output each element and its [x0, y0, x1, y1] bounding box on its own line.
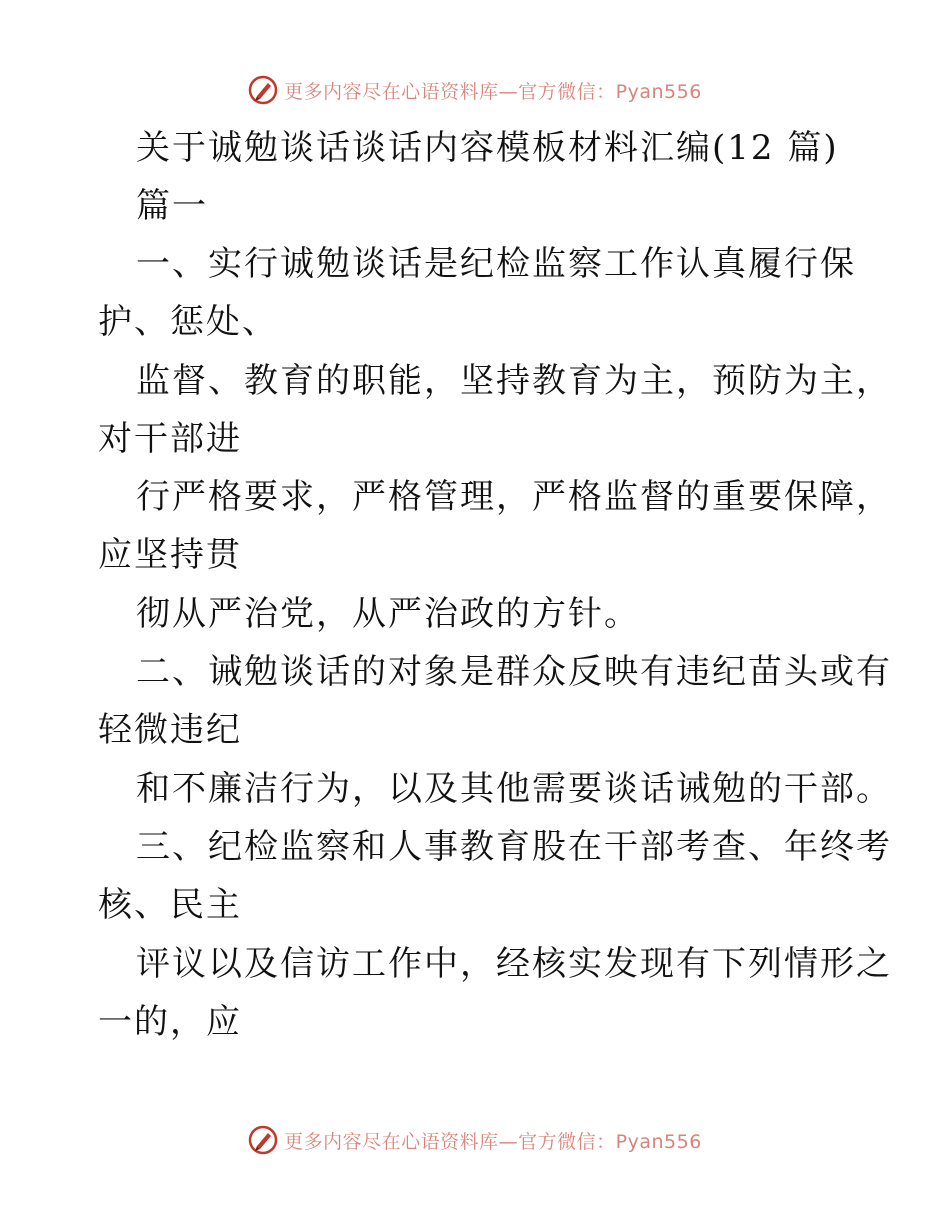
paragraph-line: 一、实行诚勉谈话是纪检监察工作认真履行保	[136, 244, 856, 284]
paragraph-line: 监督、教育的职能，坚持教育为主，预防为主，	[136, 361, 892, 401]
paragraph-line: 应坚持贯	[98, 535, 242, 575]
paragraph-line: 评议以及信访工作中，经核实发现有下列情形之	[136, 944, 892, 984]
footer-banner-text: 更多内容尽在心语资料库—官方微信：Pyan556	[284, 1130, 702, 1153]
pen-logo-icon	[248, 1125, 278, 1155]
paragraph-line: 二、诫勉谈话的对象是群众反映有违纪苗头或有	[136, 652, 892, 692]
paragraph-line: 核、民主	[98, 885, 242, 925]
footer-banner	[0, 1120, 950, 1160]
paragraph-line: 轻微违纪	[98, 710, 242, 750]
paragraph-line: 三、纪检监察和人事教育股在干部考查、年终考	[136, 827, 892, 867]
section-label: 篇一	[136, 186, 208, 226]
paragraph-line: 护、惩处、	[98, 302, 278, 342]
paragraph-line: 彻从严治党，从严治政的方针。	[136, 594, 640, 634]
paragraph-line: 行严格要求，严格管理，严格监督的重要保障，	[136, 477, 892, 517]
paragraph-line: 一的，应	[98, 1002, 242, 1042]
paragraph-line: 对干部进	[98, 419, 242, 459]
header-banner	[0, 70, 950, 110]
pen-logo-icon	[248, 75, 278, 105]
header-banner-text: 更多内容尽在心语资料库—官方微信：Pyan556	[284, 80, 702, 103]
paragraph-line: 和不廉洁行为，以及其他需要谈话诫勉的干部。	[136, 769, 892, 809]
document-title: 关于诚勉谈话谈话内容模板材料汇编(12 篇)	[136, 128, 839, 168]
